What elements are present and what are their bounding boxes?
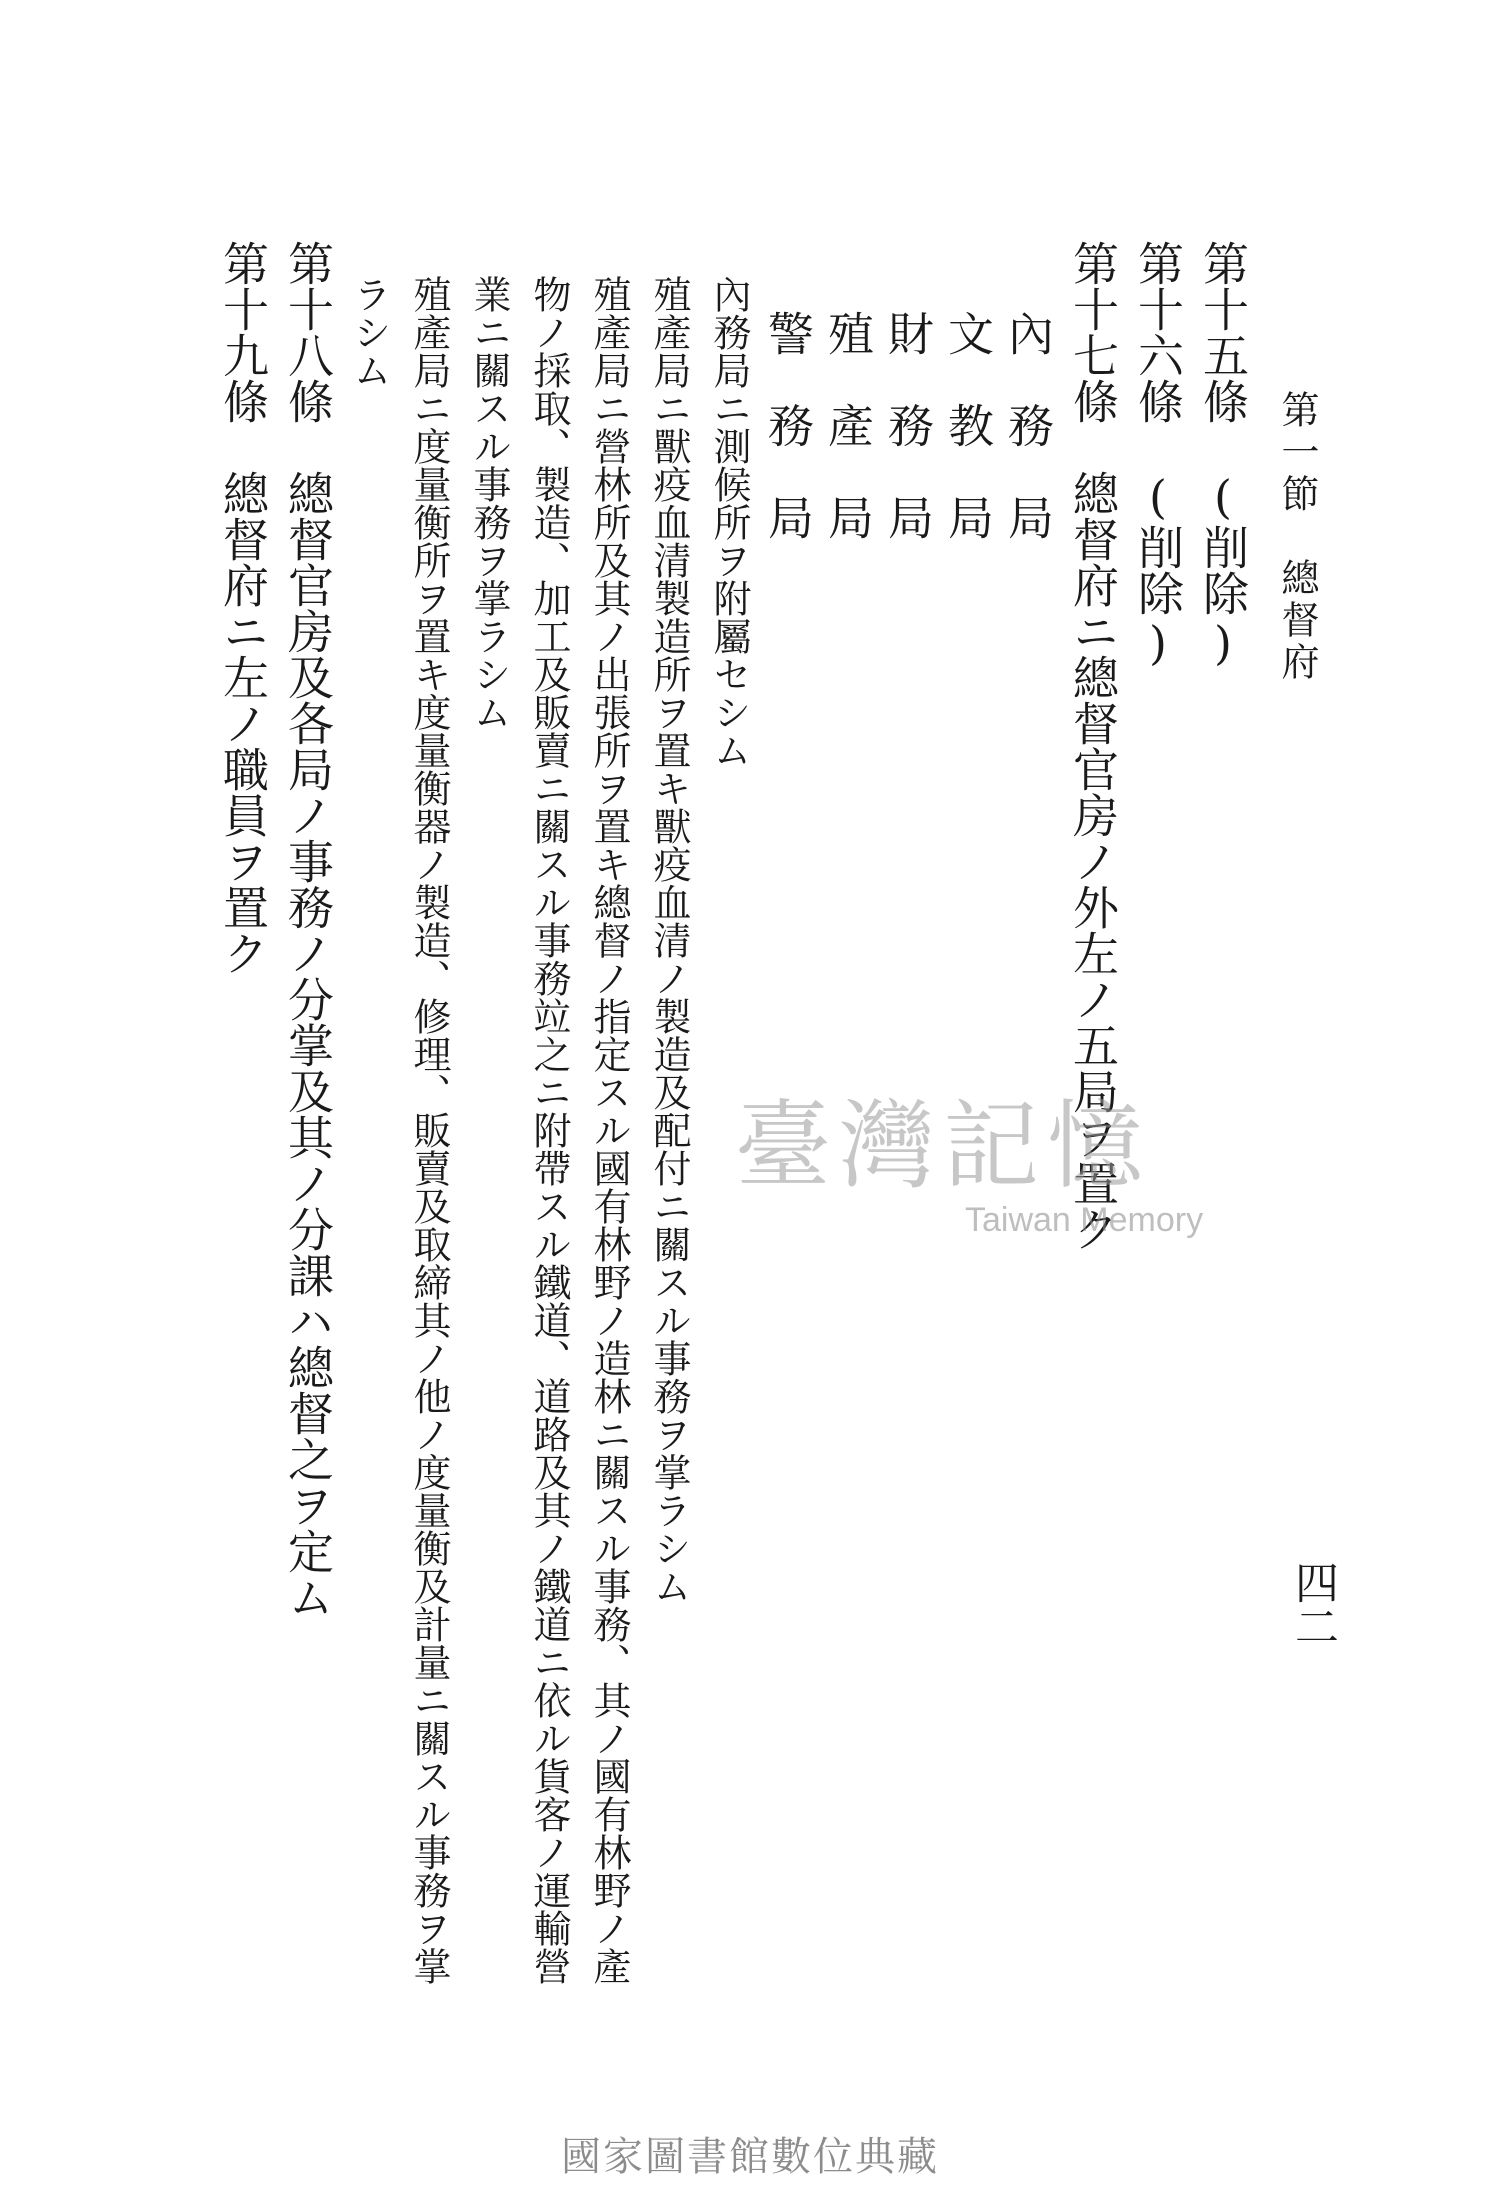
watermark-english: Taiwan Memory <box>965 1201 1204 1239</box>
bureau-education: 文 教 局 <box>941 310 995 540</box>
taiwan-memory-watermark <box>735 1070 1205 1250</box>
watermark-chinese: 臺灣記憶 <box>735 1090 1151 1202</box>
paragraph-serum-plant: 殖產局ニ獸疫血清製造所ヲ置キ獸疫血清ノ製造及配付ニ關スル事務ヲ掌ラシム <box>647 275 691 1605</box>
bureau-police: 警 務 局 <box>761 310 815 540</box>
article-16: 第十六條 (削除) <box>1131 240 1185 670</box>
section-header: 第一節 總督府 <box>1275 390 1319 684</box>
article-19: 第十九條 總督府ニ左ノ職員ヲ置ク <box>216 240 270 976</box>
bureau-finance: 財 務 局 <box>881 310 935 540</box>
article-17: 第十七條 總督府ニ總督官房ノ外左ノ五局ヲ置ク <box>1066 240 1120 1252</box>
paragraph-measures-1: 殖產局ニ度量衡所ヲ置キ度量衡器ノ製造、修理、販賣及取締其ノ他ノ度量衡及計量ニ關スル事務ヲ掌 <box>407 275 451 1985</box>
library-footer: 國家圖書館數位典藏 <box>561 2134 939 2180</box>
bureau-internal-affairs: 內 務 局 <box>1001 310 1055 540</box>
bureau-industry: 殖 產 局 <box>821 310 875 540</box>
page-number: 四二 <box>1287 1560 1338 1648</box>
paragraph-forestry-1: 殖產局ニ營林所及其ノ出張所ヲ置キ總督ノ指定スル國有林野ノ造林ニ關スル事務、其ノ國有林野ノ產 <box>587 275 631 1985</box>
paragraph-forestry-3: 業ニ關スル事務ヲ掌ラシム <box>467 275 511 731</box>
paragraph-measures-2: ラシム <box>347 275 391 389</box>
article-15: 第十五條 (削除) <box>1196 240 1250 670</box>
paragraph-forestry-2: 物ノ採取、製造、加工及販賣ニ關スル事務竝之ニ附帶スル鐵道、道路及其ノ鐵道ニ依ル貨客ノ運輸營 <box>527 275 571 1985</box>
paragraph-observatory: 內務局ニ測候所ヲ附屬セシム <box>707 275 751 769</box>
article-18: 第十八條 總督官房及各局ノ事務ノ分掌及其ノ分課ハ總督之ヲ定ム <box>281 240 335 1620</box>
